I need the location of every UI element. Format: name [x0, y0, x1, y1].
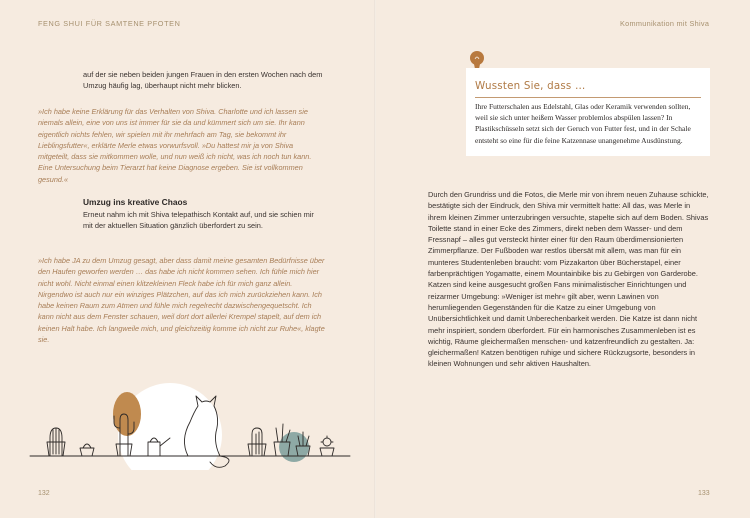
left-intro-paragraph: auf der sie neben beiden jungen Frauen in den ersten Wochen nach dem Umzug häufig lag, überhaupt nicht mehr blicken. [83, 70, 323, 91]
section-heading: Umzug ins kreative Chaos [83, 197, 188, 207]
info-box-title: Wussten Sie, dass … [475, 80, 586, 92]
left-folio: 132 [38, 490, 50, 497]
right-running-head: Kommunikation mit Shiva [620, 19, 710, 28]
teal-blob [279, 432, 309, 462]
info-box-rule [475, 97, 701, 98]
info-box-text: Ihre Futterschalen aus Edelstahl, Glas oder Keramik verwenden sollten, weil sie sich unter heißem Wasser problemlos abspülen lassen? In Plastikschüsseln setzt sich der Geruch von Futter fest, und in der Schale entsteht so eine für die feine Katzennase unangenehme Ausdünstung. [475, 102, 691, 145]
left-section [83, 197, 325, 232]
left-paragraph-2: Erneut nahm ich mit Shiva telepathisch Kontakt auf, und sie schien mir mit der aktuellen Situation gänzlich überfordert zu sein. [83, 210, 314, 231]
right-paragraph-1: Durch den Grundriss und die Fotos, die Merle mir von ihrem neuen Zuhause schickte, bestätigte sich der Eindruck, den Shiva mir vermittelt hatte: All das, was Merle in ihrem kleinen Zimmer unterzubringen versuchte, stapelte sich auf dem Boden. Shivas Toilette stand in einer Ecke des Zimmers, direkt neben dem Wasser- und dem Fressnapf – alles gut versteckt hinter einer für den Raum überdimensionierten Zimmerpflanze. Der Fußboden war restlos übersät mit allem, was man für ein munteres Studentenleben braucht: vom Pizzakarton über Bücherstapel, einer farbenprächtigen Yogamatte, einem Mountainbike bis zu Gebirgen von Garderobe. [428, 190, 709, 279]
book-gutter [374, 0, 376, 518]
cat-and-plants-illustration [20, 370, 370, 470]
left-quote-1: »Ich habe keine Erklärung für das Verhalten von Shiva. Charlotte und ich lassen sie niemals allein, eine von uns ist immer für sie da und kümmert sich um sie. Ihr kann eigentlich nichts fehlen, wir spielen mit ihr mehrfach am Tag, sie bekommt ihr Lieblingsfutter«, erklärte Merle etwas vorwurfsvoll. »Du hattest mir ja von Shiva mitgeteilt, dass sie mitkommen wolle, und nun weiß ich nicht, was ich noch tun kann. Eine Untersuchung beim Tierarzt hat keine Diagnose ergeben. Sie ist vollkommen gesund.« [38, 107, 312, 184]
brown-blob [113, 392, 141, 436]
right-body [428, 189, 710, 370]
left-quote-2: »Ich habe JA zu dem Umzug gesagt, aber dass damit meine gesamten Bedürfnisse über den Haufen geworfen werden … das habe ich nicht kommen sehen. Ich fühle mich hier nicht wohl. Nicht einmal einen klitzekleinen Fleck habe ich für mich ganz allein. Nirgendwo ist auch nur ein winziges Plätzchen, auf das ich mich zurückziehen kann. Ich habe keinen Raum zum Atmen und fühle mich regelrecht dazwischengequetscht. Ich kann nicht aus dem Fenster schauen, weil dort dort allerlei Krempel stapelt, auf dem ich keinen Halt habe. Ich langweile mich, und gleichzeitig komme ich nicht zur Ruhe«, klagte sie. [38, 256, 325, 345]
right-paragraph-2: Katzen sind keine ausgesucht großen Fans minimalistischer Einrichtungen und reizarmer Umgebung: »Weniger ist mehr« gilt aber, wenn Lawinen von herumliegenden Gegenständen für die Katze zu einer Umgebung von Unübersichtlichkeit und damit Unberechenbarkeit werden. Die Katze ist dann nicht mehr inspiriert, sondern überfordert. Für ein harmonisches Zusammenleben ist es wichtig, Räume gleichermaßen menschen- und katzenfreundlich zu gestalten. Ja: gleichermaßen! Katzen benötigen ruhige und sichere Rückzugsorte, besonders in kleinen Wohnungen und sehr aktiven Haushalten. [428, 280, 698, 369]
right-folio: 133 [698, 490, 710, 497]
info-box [466, 68, 710, 156]
left-running-head: FENG SHUI FÜR SAMTENE PFOTEN [38, 19, 181, 28]
